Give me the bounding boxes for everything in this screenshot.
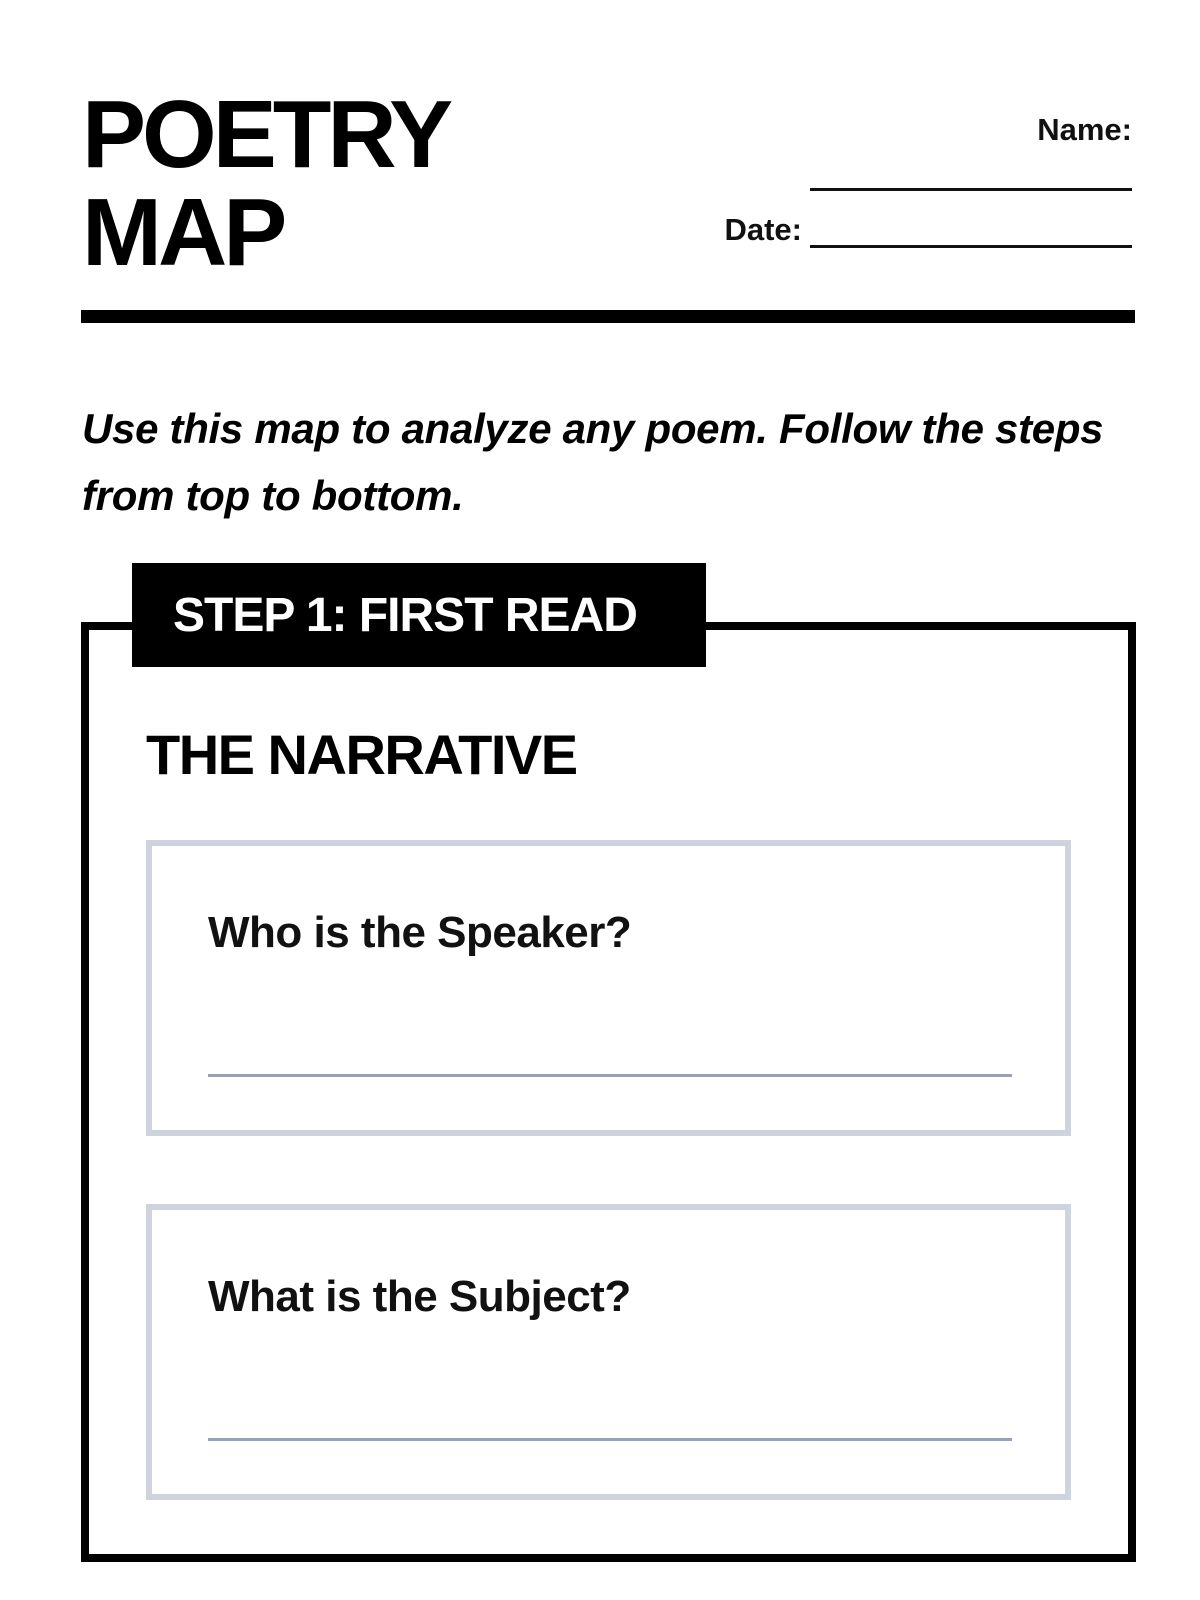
section-title-narrative: THE NARRATIVE — [146, 723, 577, 786]
instructions-text: Use this map to analyze any poem. Follow the steps from top to bottom. — [82, 405, 1104, 519]
title-line-1: POETRY — [82, 81, 450, 188]
answer-line-subject[interactable] — [208, 1438, 1012, 1441]
date-field[interactable] — [810, 218, 1132, 248]
name-field[interactable] — [810, 188, 1132, 191]
step-1-tab-label: STEP 1: FIRST READ — [173, 588, 637, 642]
title-line-2: MAP — [82, 179, 284, 286]
name-label: Name: — [1037, 112, 1132, 147]
answer-line-speaker[interactable] — [208, 1074, 1012, 1077]
question-card-subject — [146, 1204, 1071, 1500]
date-label: Date: — [724, 212, 802, 247]
question-label-subject: What is the Subject? — [208, 1272, 631, 1321]
header-divider — [81, 310, 1135, 323]
step-1-tab — [132, 563, 706, 667]
page-title — [82, 81, 450, 286]
date-row — [724, 212, 1132, 248]
question-card-speaker — [146, 840, 1071, 1136]
question-label-speaker: Who is the Speaker? — [208, 908, 632, 957]
